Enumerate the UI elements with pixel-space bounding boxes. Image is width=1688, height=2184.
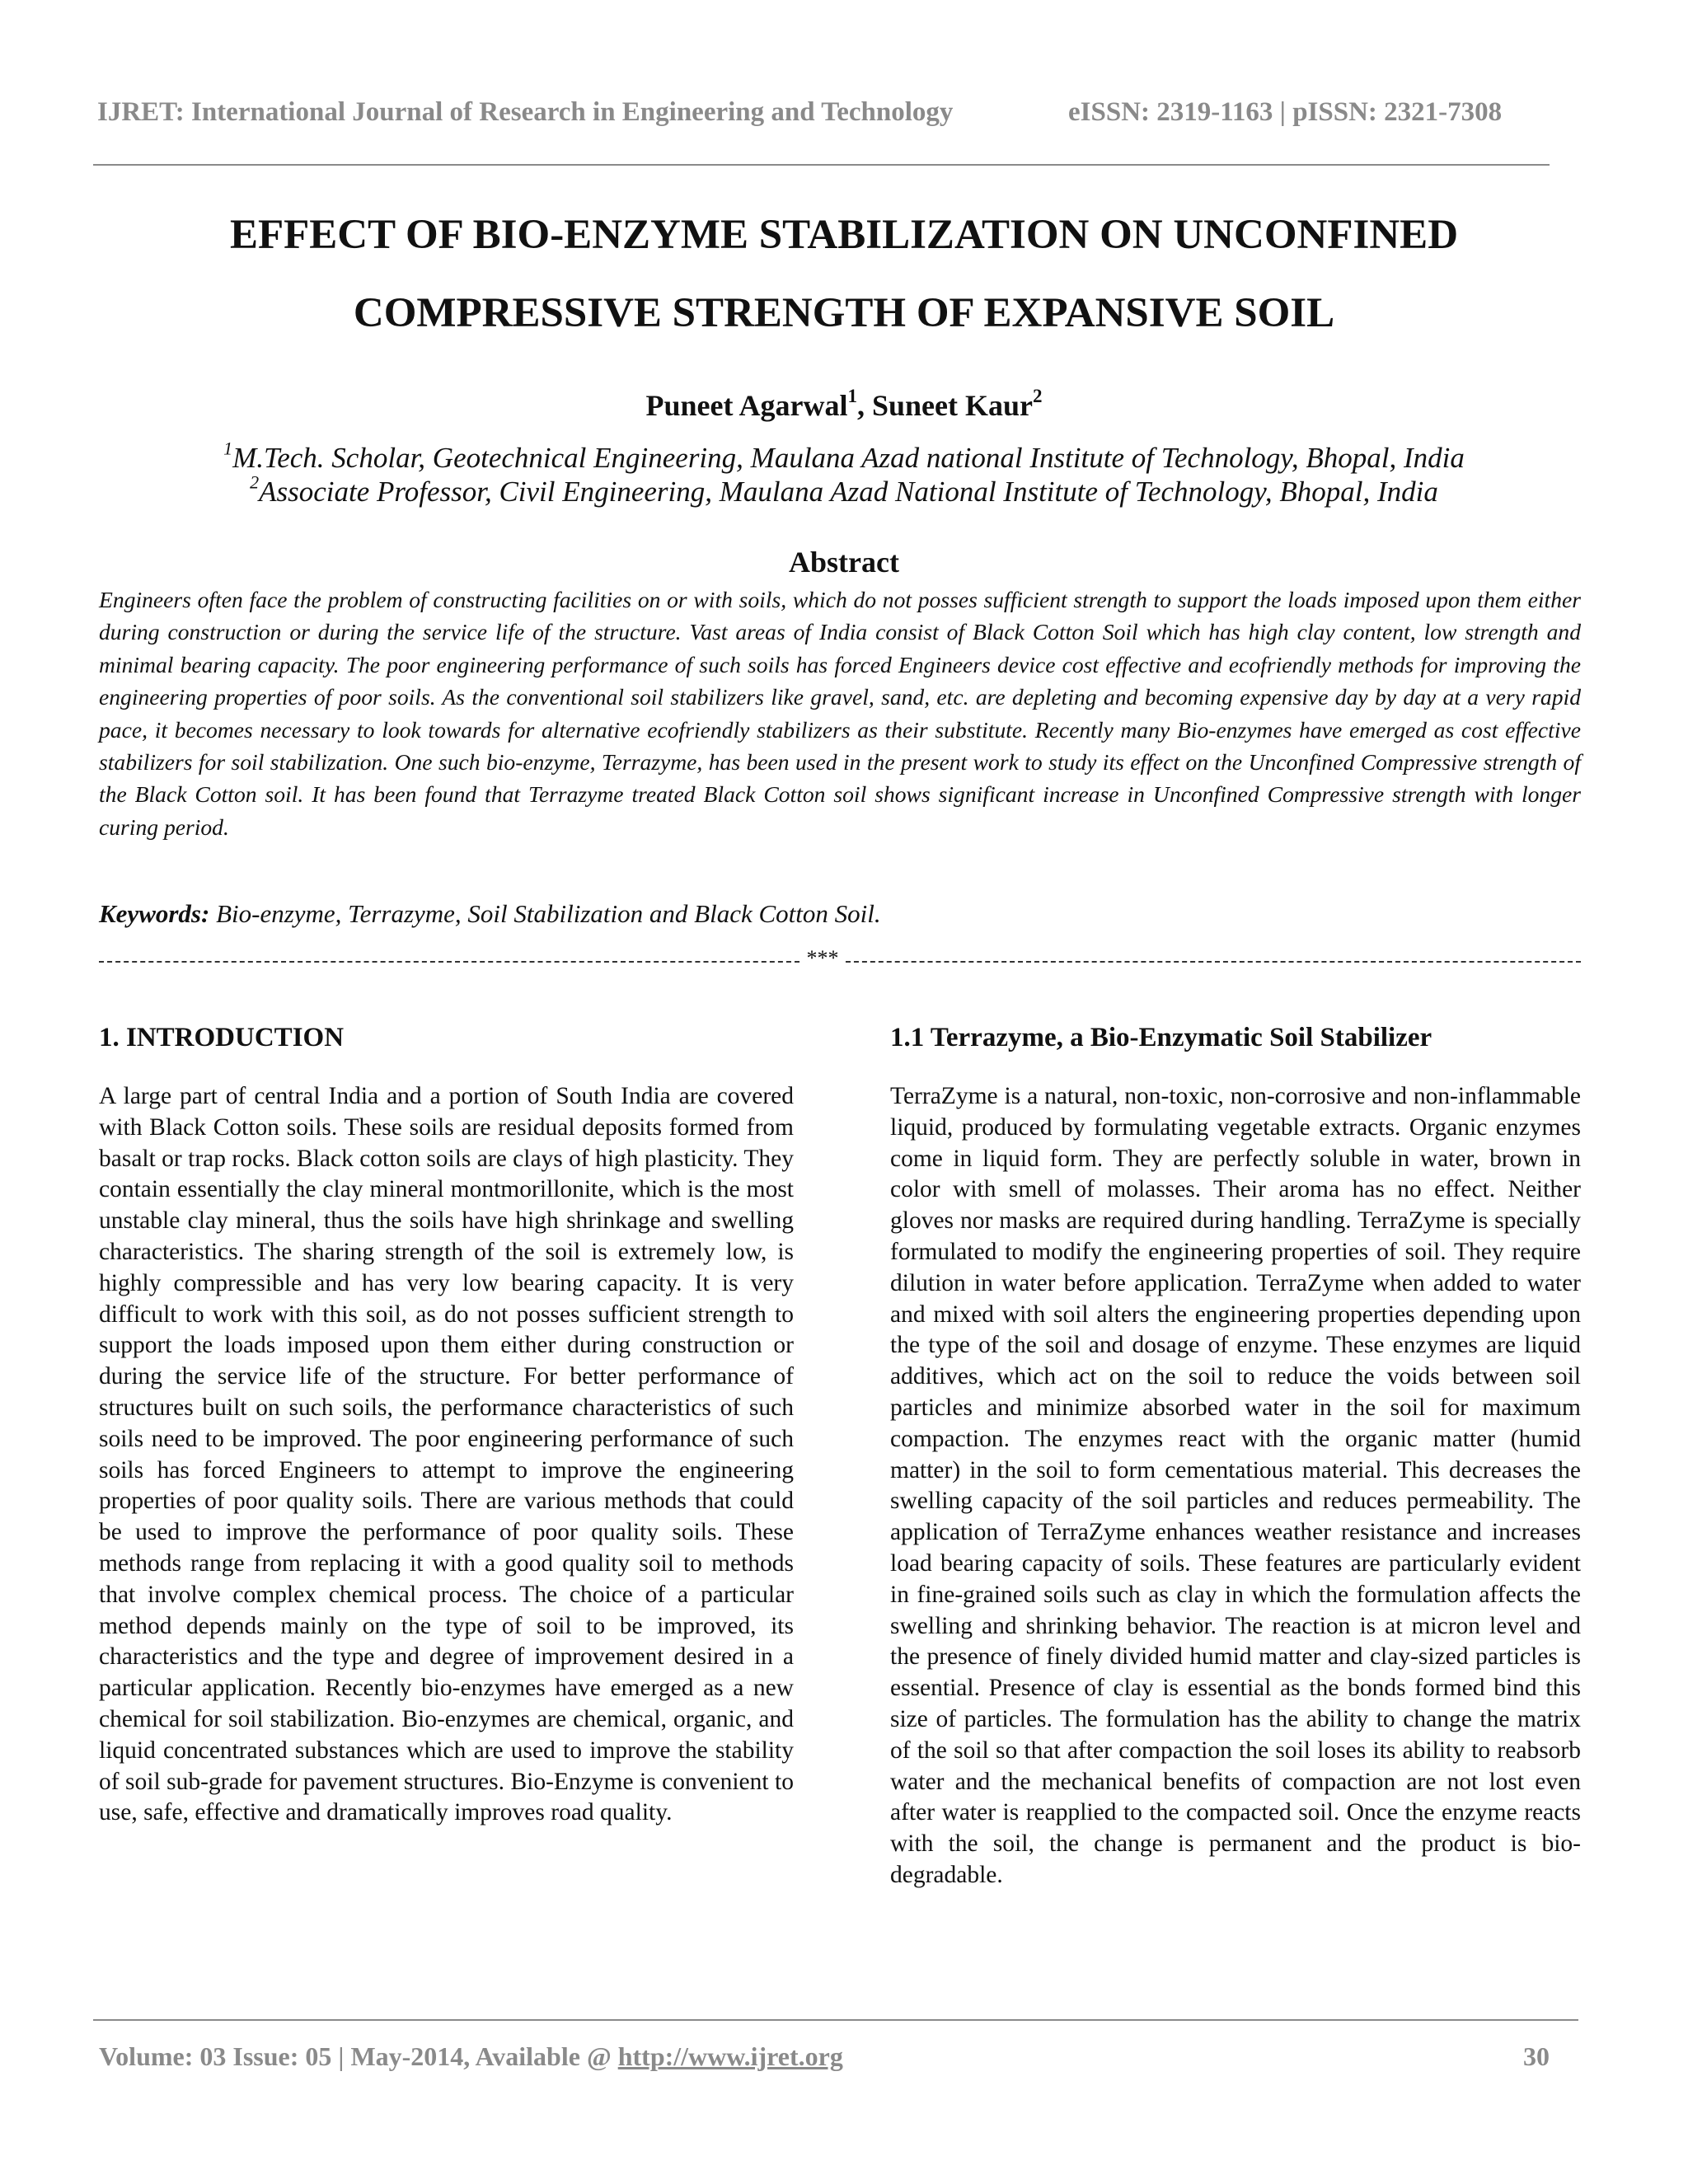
footer-text: Volume: 03 Issue: 05 | May-2014, Available @ [99, 2041, 618, 2071]
keywords [99, 896, 1581, 932]
title-line-1: EFFECT OF BIO-ENZYME STABILIZATION ON UNCONFINED [229, 212, 1459, 258]
journal-link[interactable]: http://www.ijret.org [617, 2041, 843, 2071]
footer-volume-info [99, 2038, 843, 2074]
author-name: Suneet Kaur [871, 389, 1033, 422]
header-divider [93, 164, 1550, 166]
author-affiliation-mark: 2 [1032, 385, 1043, 406]
paper-title [82, 196, 1606, 353]
introduction-text: A large part of central India and a portion of South India are covered with Black Cotton soils. These soils are residual deposits formed from basalt or trap rocks. Black cotton soils are clays of high plasticity. They contain essentially the clay mineral montmorillonite, which is the most unstable clay mineral, thus the soils have high shrinkage and swelling characteristics. The sharing strength of the soil is extremely low, is highly compressible and has very low bearing capacity. It is very difficult to work with this soil, as do not posses sufficient strength to support the loads imposed upon them either during construction or during the service life of the structure. For better performance of structures built on such soils, the performance characteristics of such soils need to be improved. The poor engineering performance of such soils has forced Engineers to attempt to improve the engineering properties of poor quality soils. There are various methods that could be used to improve the performance of poor quality soils. These methods range from replacing it with a good quality soil to methods that involve complex chemical process. The choice of a particular method depends mainly on the type of soil to be improved, its characteristics and the type and degree of improvement desired in a particular application. Recently bio-enzymes have emerged as a new chemical for soil stabilization. Bio-enzymes are chemical, organic, and liquid concentrated substances which are used to improve the stability of soil sub-grade for pavement structures. Bio-Enzyme is convenient to use, safe, effective and dramatically improves road quality. [99, 1083, 794, 1826]
terrazyme-text: TerraZyme is a natural, non-toxic, non-corrosive and non-inflammable liquid, produced by formulating vegetable extracts. Organic enzymes come in liquid form. They are perfectly soluble in water, brown in color with smell of molasses. Their aroma has no effect. Neither gloves nor masks are required during handling. TerraZyme is specially formulated to modify the engineering properties of soil. They require dilution in water before application. TerraZyme when added to water and mixed with soil alters the engineering properties depending upon the type of the soil and dosage of enzyme. These enzymes are liquid additives, which act on the soil to reduce the voids between soil particles and minimize absorbed water in the soil for maximum compaction. The enzymes react with the organic matter (humid matter) in the soil to form cementatious material. This decreases the swelling capacity of the soil particles and reduces permeability. The application of TerraZyme enhances weather resistance and increases load bearing capacity of soils. These features are particularly evident in fine-grained soils such as clay in which the formulation affects the swelling and shrinking behavior. The reaction is at micron level and the presence of finely divided humid matter and clay-sized particles is essential. Presence of clay is essential as the bonds formed bind this size of particles. The formulation has the ability to change the matrix of the soil so that after compaction the soil loses its ability to reabsorb water and the mechanical benefits of compaction are not lost even after water is reapplied to the compacted soil. Once the enzyme reacts with the soil, the change is permanent and the product is bio-degradable. [890, 1083, 1581, 1888]
affiliation-mark: 2 [250, 471, 260, 493]
issn-numbers: eISSN: 2319-1163 | pISSN: 2321-7308 [1068, 97, 1503, 127]
affiliation-text: Associate Professor, Civil Engineering, Maulana Azad National Institute of Technology, Bhopal, India [259, 476, 1438, 508]
author-name: Puneet Agarwal [645, 389, 848, 422]
affiliation-mark: 1 [223, 438, 233, 459]
affiliation-1 [82, 440, 1606, 476]
author-separator: , [856, 389, 872, 422]
terrazyme-section [890, 1015, 1581, 1891]
abstract-text: Engineers often face the problem of constructing facilities on or with soils, which do not posses sufficient strength to support the loads imposed upon them either during construction or during the service life of the structure. Vast areas of India consist of Black Cotton Soil which has high clay content, low strength and minimal bearing capacity. The poor engineering performance of such soils has forced Engineers device cost effective and ecofriendly methods for improving the engineering properties of poor soils. As the conventional soil stabilizers like gravel, sand, etc. are depleting and becoming expensive day by day at a very rapid pace, it becomes necessary to look towards for alternative ecofriendly stabilizers as their substitute. Recently many Bio-enzymes have emerged as cost effective stabilizers for soil stabilization. One such bio-enzyme, Terrazyme, has been used in the present work to study its effect on the Unconfined Compressive strength of the Black Cotton soil. It has been found that Terrazyme treated Black Cotton soil shows significant increase in Unconfined Compressive strength with longer curing period. [99, 587, 1581, 840]
keywords-label: Keywords: [99, 899, 210, 928]
author-list [82, 386, 1606, 425]
separator-stars: *** [806, 946, 839, 970]
footer-divider [93, 2019, 1578, 2021]
section-separator [99, 946, 1581, 972]
author-affiliation-mark: 1 [847, 385, 857, 406]
terrazyme-heading: 1.1 Terrazyme, a Bio-Enzymatic Soil Stabilizer [890, 1023, 1432, 1052]
page-number: 30 [1523, 2041, 1550, 2071]
introduction-heading: 1. INTRODUCTION [99, 1023, 345, 1052]
affiliation-2 [82, 471, 1606, 510]
separator-dash-left [99, 961, 799, 963]
title-line-2: COMPRESSIVE STRENGTH OF EXPANSIVE SOIL [353, 290, 1335, 336]
introduction-section [99, 1015, 794, 1829]
separator-dash-right [846, 961, 1581, 963]
journal-name: IJRET: International Journal of Research in Engineering and Technology [97, 97, 954, 127]
affiliation-text: M.Tech. Scholar, Geotechnical Engineering, Maulana Azad national Institute of Technology, Bhopal, India [232, 442, 1465, 474]
keywords-text: Bio-enzyme, Terrazyme, Soil Stabilization and Black Cotton Soil. [209, 899, 881, 928]
abstract-heading: Abstract [789, 546, 899, 579]
